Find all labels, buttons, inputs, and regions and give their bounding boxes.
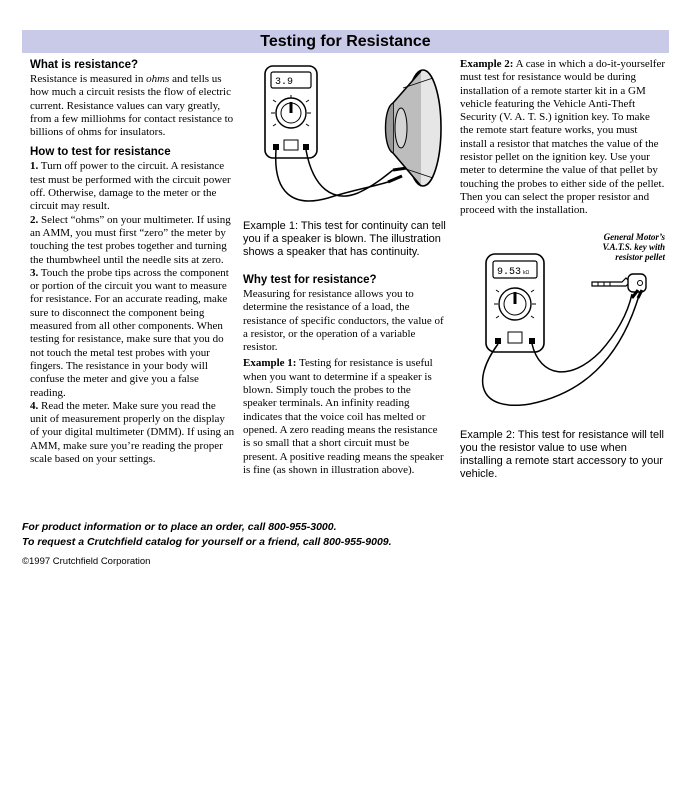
meter2-unit: kΩ <box>523 269 530 276</box>
how-heading: How to test for resistance <box>30 146 171 159</box>
title-bar <box>22 30 669 53</box>
why-text: Measuring for resistance allows you to determine the resistance of a load, the resistance of specific conductors, the value of a resistor, or the operation of a variable resistor. <box>243 288 444 354</box>
step-4: 4. Read the meter. Make sure you read the unit of measurement properly on the display of your digital multimeter (DMM). If using an AMM, make sure you’re reading the proper scale based on your settings. <box>30 399 235 466</box>
step-3: 3. Touch the probe tips across the component or portion of the circuit you want to measure for resistance. For an accurate reading, make sure to disconnect the component being measured from all other components. When testing for resistance, make sure that you do not touch the metal test probes with your fingers. The resistance in your body will confuse the meter and give you a false reading. <box>30 266 229 399</box>
what-text: Resistance is measured in ohms and tells us how much a circuit resists the flow of electric current. Resistance values can vary greatly, from a few milliohms for contact resistance to billions of ohms for insulators. <box>30 73 234 139</box>
order-line: For product information or to place an order, call 800-955-3000. <box>22 521 337 533</box>
copyright: ©1997 Crutchfield Corporation <box>22 556 151 567</box>
footer <box>22 520 622 567</box>
page-title: Testing for Resistance <box>260 32 431 50</box>
ignition-key-icon <box>592 274 646 298</box>
column-middle <box>243 58 446 480</box>
step-2: 2. Select “ohms” on your multimeter. If using an AMM, you must first “zero” the meter by touching the test probes together and turning the thumbwheel until the needle sits at zero. <box>30 213 231 266</box>
vats-label: General Motor’s V.A.T.S. key with resistor pellet <box>602 231 665 262</box>
meter1-reading: 3.9 <box>275 77 294 88</box>
example2-caption: Example 2: This test for resistance will tell you the resistor value to use when installing a remote start accessory to your vehicle. <box>460 428 664 480</box>
example1-text: Example 1: Testing for resistance is useful when you want to determine if a speaker is blown. Simply touch the probes to the speaker terminals. An infinity reading indicates that the voice coil has melted or opened. A zero reading means the resistance is so small that a short circuit must be present. A positive reading means the speaker is fine (as shown in illustration above). <box>243 357 444 476</box>
meter2-reading: 9.53 <box>497 266 522 278</box>
example2-text: Example 2: A case in which a do-it-yourselfer must test for resistance would be during installation of a remote starter kit in a GM vehicle featuring the Vehicle Anti-Theft Security (V. A. T. S.) ignition key. To make the remote start feature works, you must install a resistor that matches the value of the resistor pellet on the ignition key. Use your meter to determine the value of that pellet by touching the probes to either side of the pellet. Then you can select the proper resistor and proceed with the installation. <box>460 58 665 217</box>
column-right <box>460 58 665 481</box>
why-heading: Why test for resistance? <box>243 274 377 286</box>
vats-test-illustration <box>460 232 665 427</box>
speaker-test-illustration <box>243 58 443 216</box>
catalog-line: To request a Crutchfield catalog for yourself or a friend, call 800-955-9009. <box>22 536 392 548</box>
example1-caption: Example 1: This test for continuity can tell you if a speaker is blown. The illustration shows a speaker that has continuity. <box>243 220 446 258</box>
multimeter-icon <box>486 254 544 352</box>
column-left <box>30 58 235 466</box>
what-heading: What is resistance? <box>30 59 139 71</box>
step-1: 1. Turn off power to the circuit. A resistance test must be performed with the circuit power off. Otherwise, damage to the meter or the circuit may result. <box>30 160 231 213</box>
